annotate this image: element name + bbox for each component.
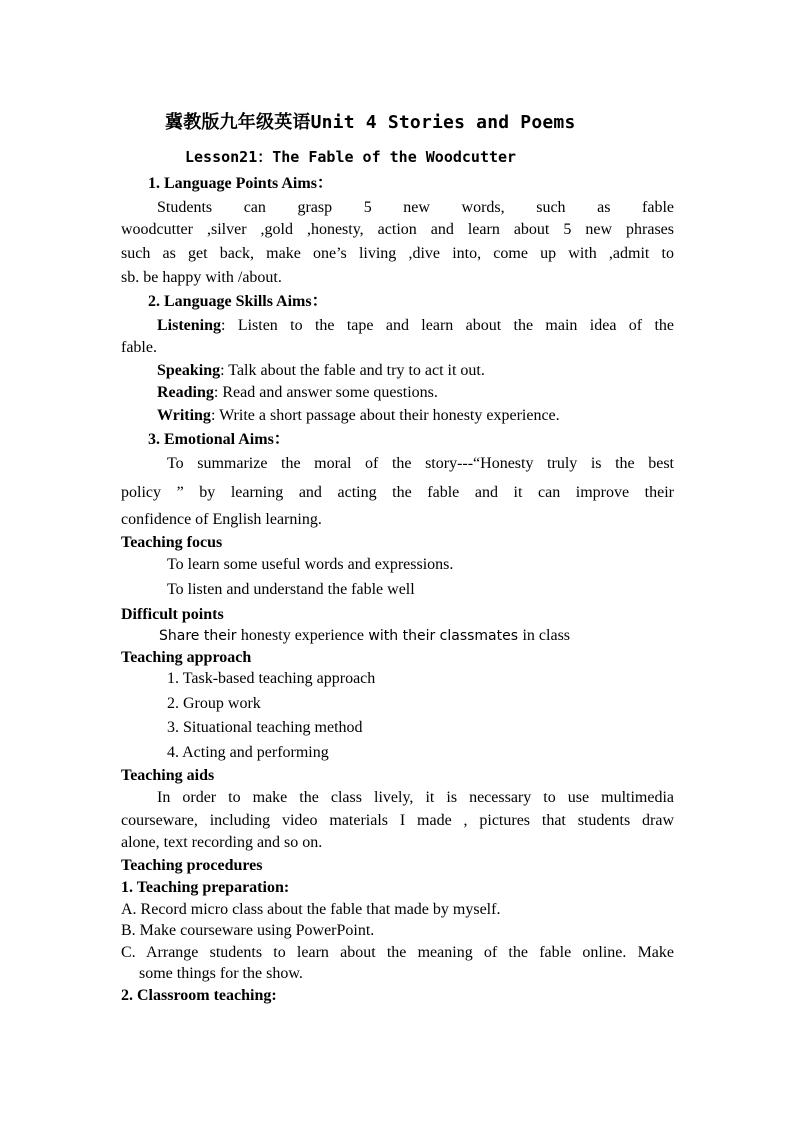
teaching-preparation-heading: 1. Teaching preparation: <box>121 879 290 896</box>
teaching-approach-item: 4. Acting and performing <box>167 744 329 761</box>
teaching-approach-item: 2. Group work <box>167 695 261 712</box>
preparation-item-c-line-1: C. Arrange students to learn about the meaning of the fable online. Make <box>121 944 674 961</box>
reading-label: Reading <box>157 384 214 401</box>
classroom-teaching-heading: 2. Classroom teaching: <box>121 987 277 1004</box>
writing-text: : Write a short passage about their honesty experience. <box>210 407 560 424</box>
language-points-line-3: such as get back, make one’s living ,dive into, come up with ,admit to <box>121 245 674 262</box>
speaking-label: Speaking <box>157 362 221 379</box>
reading-text: : Read and answer some questions. <box>213 384 438 401</box>
reading-line <box>157 383 438 403</box>
teaching-approach-item: 3. Situational teaching method <box>167 719 363 736</box>
emotional-aims-heading: 3. Emotional Aims： <box>148 431 290 448</box>
teaching-focus-item: To listen and understand the fable well <box>167 581 415 598</box>
difficult-points-text: Share their honesty experience with their classmates in class <box>159 627 571 644</box>
teaching-focus-item: To learn some useful words and expressions. <box>167 556 454 573</box>
teaching-approach-item: 1. Task-based teaching approach <box>167 670 376 687</box>
listening-line-1 <box>157 316 674 336</box>
language-skills-heading: 2. Language Skills Aims： <box>148 293 328 310</box>
emotional-aims-line-2: policy ” by learning and acting the fable and it can improve their <box>121 484 674 501</box>
preparation-item-b: B. Make courseware using PowerPoint. <box>121 922 375 939</box>
emotional-aims-line-1: To summarize the moral of the story---“Honesty truly is the best <box>167 455 674 472</box>
preparation-item-a: A. Record micro class about the fable that made by myself. <box>121 901 501 918</box>
speaking-line <box>157 361 485 381</box>
preparation-item-c-line-2: some things for the show. <box>139 965 303 982</box>
difficult-points-heading: Difficult points <box>121 606 224 623</box>
emotional-aims-line-3: confidence of English learning. <box>121 511 322 528</box>
teaching-aids-line-3: alone, text recording and so on. <box>121 834 323 851</box>
teaching-aids-line-1: In order to make the class lively, it is necessary to use multimedia <box>157 789 674 806</box>
lesson-title: Lesson21：The Fable of the Woodcutter <box>185 148 517 166</box>
speaking-text: : Talk about the fable and try to act it out. <box>220 362 485 379</box>
language-points-line-1: Students can grasp 5 new words, such as fable <box>157 199 674 216</box>
teaching-focus-heading: Teaching focus <box>121 534 223 551</box>
document-title: 冀教版九年级英语Unit 4 Stories and Poems <box>165 112 576 133</box>
listening-label: Listening <box>157 317 222 334</box>
teaching-aids-heading: Teaching aids <box>121 767 215 784</box>
teaching-approach-heading: Teaching approach <box>121 649 252 666</box>
language-points-line-4: sb. be happy with /about. <box>121 269 282 286</box>
language-points-heading: 1. Language Points Aims： <box>148 175 333 192</box>
writing-line <box>157 406 560 426</box>
listening-line-2: fable. <box>121 339 157 356</box>
listening-text: : Listen to the tape and learn about the main idea of the <box>221 317 674 334</box>
teaching-procedures-heading: Teaching procedures <box>121 857 263 874</box>
writing-label: Writing <box>157 407 211 424</box>
teaching-aids-line-2: courseware, including video materials I made , pictures that students draw <box>121 812 674 829</box>
language-points-line-2: woodcutter ,silver ,gold ,honesty, action and learn about 5 new phrases <box>121 221 674 238</box>
